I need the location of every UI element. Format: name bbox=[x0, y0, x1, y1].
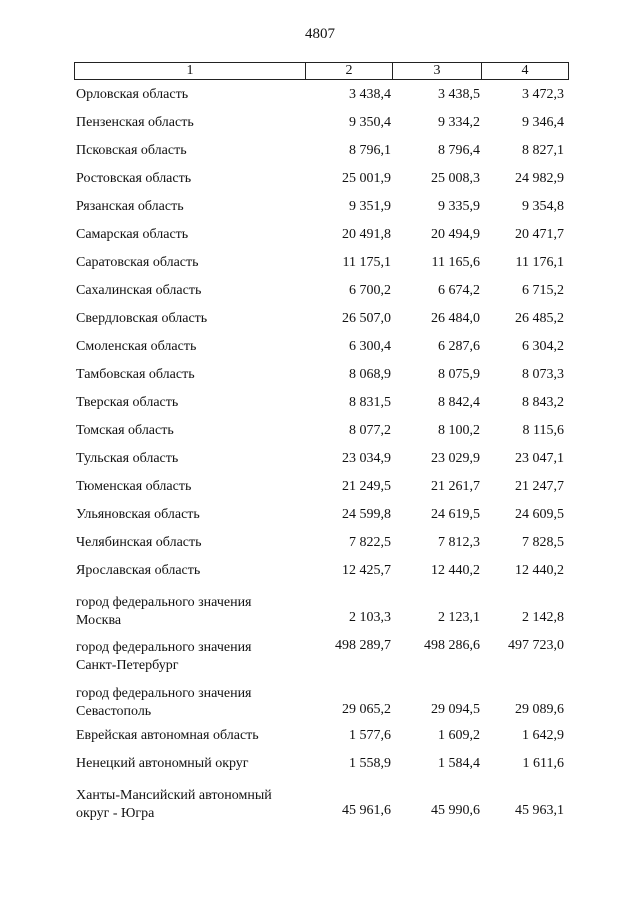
table-row bbox=[74, 136, 569, 164]
region-name-line-2: Москва bbox=[76, 613, 122, 628]
region-name-line-2: Севастополь bbox=[76, 704, 152, 719]
value-col-3: 7 812,3 bbox=[438, 535, 480, 550]
region-name: Ненецкий автономный округ bbox=[76, 756, 249, 771]
region-name: Ростовская область bbox=[76, 171, 192, 186]
value-col-3: 25 008,3 bbox=[431, 171, 480, 186]
region-name-line-2: округ - Югра bbox=[76, 806, 155, 821]
region-name bbox=[76, 639, 304, 675]
region-name: Еврейская автономная область bbox=[76, 728, 259, 743]
header-col-3: 3 bbox=[393, 63, 482, 79]
value-col-4: 7 828,5 bbox=[522, 535, 564, 550]
value-col-4: 24 982,9 bbox=[515, 171, 564, 186]
value-col-2: 8 068,9 bbox=[349, 367, 391, 382]
value-col-2: 2 103,3 bbox=[349, 610, 391, 625]
value-col-4: 8 843,2 bbox=[522, 395, 564, 410]
value-col-2: 20 491,8 bbox=[342, 227, 391, 242]
value-col-4: 6 715,2 bbox=[522, 283, 564, 298]
value-col-4: 6 304,2 bbox=[522, 339, 564, 354]
value-col-3: 8 842,4 bbox=[438, 395, 480, 410]
value-col-2: 45 961,6 bbox=[342, 803, 391, 818]
table-row bbox=[74, 584, 569, 629]
value-col-3: 24 619,5 bbox=[431, 507, 480, 522]
table-row bbox=[74, 472, 569, 500]
value-col-3: 1 584,4 bbox=[438, 756, 480, 771]
value-col-2: 7 822,5 bbox=[349, 535, 391, 550]
region-name: Ульяновская область bbox=[76, 507, 200, 522]
table-row bbox=[74, 192, 569, 220]
region-name: Челябинская область bbox=[76, 535, 202, 550]
value-col-4: 11 176,1 bbox=[515, 255, 564, 270]
value-col-3: 23 029,9 bbox=[431, 451, 480, 466]
region-name: Пензенская область bbox=[76, 115, 194, 130]
region-name-line-2: Санкт-Петербург bbox=[76, 658, 179, 673]
header-col-4: 4 bbox=[521, 63, 529, 78]
region-name bbox=[76, 685, 304, 721]
page-number: 4807 bbox=[305, 26, 335, 42]
table-row bbox=[74, 416, 569, 444]
value-col-2: 6 700,2 bbox=[349, 283, 391, 298]
region-name-line-1: город федерального значения bbox=[76, 686, 252, 701]
table-body bbox=[74, 80, 569, 822]
value-col-3: 9 334,2 bbox=[438, 115, 480, 130]
value-col-2: 498 289,7 bbox=[335, 638, 391, 653]
table-row bbox=[74, 80, 569, 108]
header-col-1: 1 bbox=[75, 63, 306, 79]
value-col-3: 20 494,9 bbox=[431, 227, 480, 242]
value-col-3: 2 123,1 bbox=[438, 610, 480, 625]
value-col-2: 8 831,5 bbox=[349, 395, 391, 410]
table-row bbox=[74, 332, 569, 360]
value-col-3: 8 796,4 bbox=[438, 143, 480, 158]
region-name: Свердловская область bbox=[76, 311, 208, 326]
value-col-4: 9 354,8 bbox=[522, 199, 564, 214]
table-row bbox=[74, 444, 569, 472]
value-col-2: 25 001,9 bbox=[342, 171, 391, 186]
table-row bbox=[74, 360, 569, 388]
value-col-3: 21 261,7 bbox=[431, 479, 480, 494]
value-col-2: 9 351,9 bbox=[349, 199, 391, 214]
table-row bbox=[74, 556, 569, 584]
value-col-4: 21 247,7 bbox=[515, 479, 564, 494]
region-name: Псковская область bbox=[76, 143, 187, 158]
value-col-3: 6 674,2 bbox=[438, 283, 480, 298]
value-col-3: 11 165,6 bbox=[431, 255, 480, 270]
region-name: Ярославская область bbox=[76, 563, 201, 578]
value-col-3: 6 287,6 bbox=[438, 339, 480, 354]
region-name: Тульская область bbox=[76, 451, 179, 466]
value-col-3: 45 990,6 bbox=[431, 803, 480, 818]
region-name-line-1: Ханты-Мансийский автономный bbox=[76, 788, 272, 803]
region-name-line-1: город федерального значения bbox=[76, 595, 252, 610]
table-row bbox=[74, 276, 569, 304]
value-col-2: 29 065,2 bbox=[342, 702, 391, 717]
value-col-2: 9 350,4 bbox=[349, 115, 391, 130]
value-col-3: 12 440,2 bbox=[431, 563, 480, 578]
value-col-4: 497 723,0 bbox=[508, 638, 564, 653]
value-col-4: 12 440,2 bbox=[515, 563, 564, 578]
value-col-3: 8 100,2 bbox=[438, 423, 480, 438]
table-row bbox=[74, 777, 569, 822]
value-col-2: 6 300,4 bbox=[349, 339, 391, 354]
value-col-4: 2 142,8 bbox=[522, 610, 564, 625]
value-col-2: 11 175,1 bbox=[342, 255, 391, 270]
region-name: Самарская область bbox=[76, 227, 189, 242]
value-col-2: 8 077,2 bbox=[349, 423, 391, 438]
region-name: Тамбовская область bbox=[76, 367, 195, 382]
table-row bbox=[74, 388, 569, 416]
value-col-4: 20 471,7 bbox=[515, 227, 564, 242]
table-row bbox=[74, 108, 569, 136]
value-col-4: 8 827,1 bbox=[522, 143, 564, 158]
value-col-2: 8 796,1 bbox=[349, 143, 391, 158]
value-col-3: 1 609,2 bbox=[438, 728, 480, 743]
value-col-3: 9 335,9 bbox=[438, 199, 480, 214]
value-col-2: 26 507,0 bbox=[342, 311, 391, 326]
value-col-4: 24 609,5 bbox=[515, 507, 564, 522]
header-col-2: 2 bbox=[306, 63, 393, 79]
value-col-2: 24 599,8 bbox=[342, 507, 391, 522]
table-row bbox=[74, 164, 569, 192]
value-col-2: 1 558,9 bbox=[349, 756, 391, 771]
value-col-3: 8 075,9 bbox=[438, 367, 480, 382]
value-col-4: 23 047,1 bbox=[515, 451, 564, 466]
value-col-3: 26 484,0 bbox=[431, 311, 480, 326]
region-name: Томская область bbox=[76, 423, 174, 438]
value-col-4: 3 472,3 bbox=[522, 87, 564, 102]
value-col-3: 3 438,5 bbox=[438, 87, 480, 102]
value-col-4: 1 611,6 bbox=[522, 756, 564, 771]
table-row bbox=[74, 220, 569, 248]
table-header bbox=[74, 62, 569, 80]
value-col-4: 9 346,4 bbox=[522, 115, 564, 130]
region-name: Саратовская область bbox=[76, 255, 199, 270]
table-row bbox=[74, 749, 569, 777]
value-col-3: 498 286,6 bbox=[424, 638, 480, 653]
table-row bbox=[74, 528, 569, 556]
region-name-line-1: город федерального значения bbox=[76, 640, 252, 655]
value-col-4: 45 963,1 bbox=[515, 803, 564, 818]
table-row bbox=[74, 675, 569, 721]
value-col-4: 1 642,9 bbox=[522, 728, 564, 743]
value-col-4: 29 089,6 bbox=[515, 702, 564, 717]
table-row bbox=[74, 500, 569, 528]
table-row bbox=[74, 629, 569, 675]
table-row bbox=[74, 248, 569, 276]
value-col-2: 21 249,5 bbox=[342, 479, 391, 494]
value-col-3: 29 094,5 bbox=[431, 702, 480, 717]
region-name: Тверская область bbox=[76, 395, 179, 410]
value-col-4: 8 073,3 bbox=[522, 367, 564, 382]
region-name: Сахалинская область bbox=[76, 283, 202, 298]
region-name: Орловская область bbox=[76, 87, 189, 102]
value-col-2: 1 577,6 bbox=[349, 728, 391, 743]
region-name bbox=[76, 594, 304, 630]
value-col-2: 12 425,7 bbox=[342, 563, 391, 578]
value-col-2: 3 438,4 bbox=[349, 87, 391, 102]
table-row bbox=[74, 721, 569, 749]
region-name: Тюменская область bbox=[76, 479, 192, 494]
value-col-4: 26 485,2 bbox=[515, 311, 564, 326]
value-col-2: 23 034,9 bbox=[342, 451, 391, 466]
table-row bbox=[74, 304, 569, 332]
region-name: Смоленская область bbox=[76, 339, 197, 354]
region-name: Рязанская область bbox=[76, 199, 184, 214]
region-name bbox=[76, 787, 304, 823]
value-col-4: 8 115,6 bbox=[522, 423, 564, 438]
